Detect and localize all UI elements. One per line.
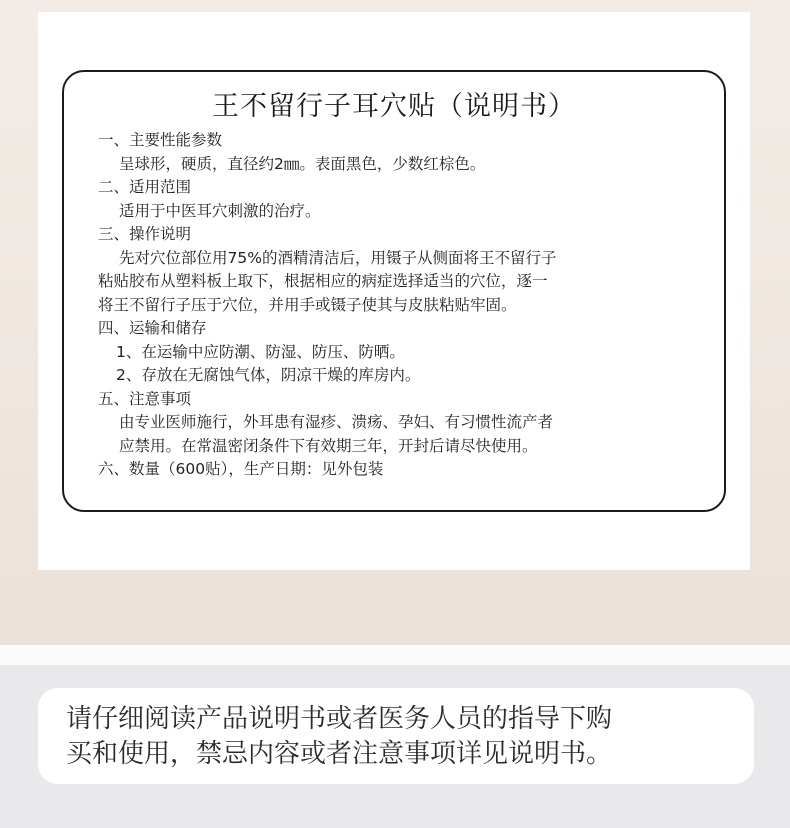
section-text-precautions-2: 应禁用。在常温密闭条件下有效期三年，开封后请尽快使用。 (119, 436, 538, 455)
section-heading-scope: 二、适用范围 (98, 178, 192, 196)
section-text-precautions-1: 由专业医师施行，外耳患有湿疹、溃疡、孕妇、有习惯性流产者 (119, 413, 554, 431)
divider-band (0, 645, 790, 665)
instruction-body (98, 129, 718, 482)
instruction-title: 王不留行子耳穴贴（说明书） (212, 91, 576, 122)
section-text-operation-3: 将王不留行子压于穴位，并用手或镊子使其与皮肤粘贴牢固。 (98, 295, 517, 314)
section-text-operation-1: 先对穴位部位用75%的酒精清洁后，用镊子从侧面将王不留行子 (119, 248, 557, 267)
section-heading-operation: 三、操作说明 (98, 225, 192, 243)
section-text-scope: 适用于中医耳穴刺激的治疗。 (119, 201, 321, 220)
section-heading-quantity: 六、数量（600贴），生产日期：见外包装 (98, 460, 384, 478)
section-heading-parameters: 一、主要性能参数 (98, 131, 223, 149)
section-text-operation-2: 粘贴胶布从塑料板上取下，根据相应的病症选择适当的穴位，逐一 (98, 272, 548, 290)
notice-card (38, 688, 754, 784)
section-heading-storage: 四、运输和储存 (98, 319, 207, 337)
notice-line-2: 买和使用，禁忌内容或者注意事项详见说明书。 (66, 739, 613, 769)
notice-text (66, 702, 746, 772)
notice-line-1: 请仔细阅读产品说明书或者医务人员的指导下购 (66, 704, 613, 734)
section-text-storage-2: 2、存放在无腐蚀气体，阴凉干燥的库房内。 (116, 366, 421, 384)
instruction-card (62, 70, 726, 512)
section-text-parameters: 呈球形，硬质，直径约2㎜。表面黑色，少数红棕色。 (119, 154, 486, 173)
section-heading-precautions: 五、注意事项 (98, 389, 192, 408)
section-text-storage-1: 1、在运输中应防潮、防湿、防压、防晒。 (116, 342, 405, 361)
